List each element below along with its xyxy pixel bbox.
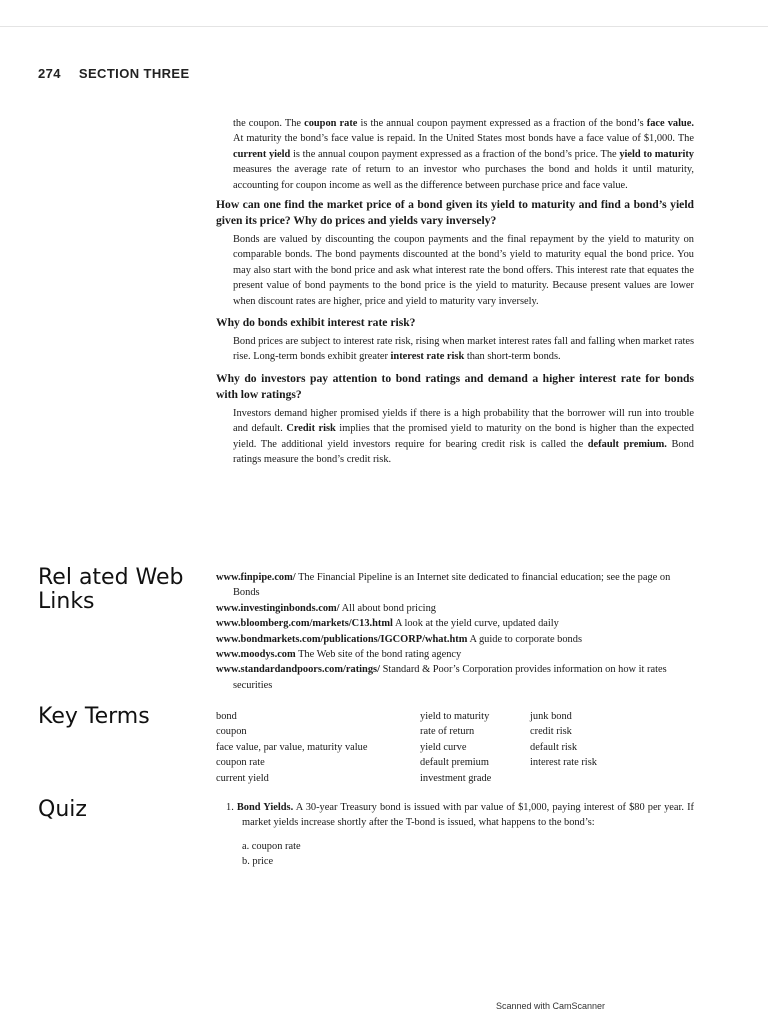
question-number: 1. xyxy=(226,802,234,813)
link-description: The Web site of the bond rating agency xyxy=(295,649,462,661)
link-item xyxy=(216,616,696,631)
key-term: coupon rate xyxy=(216,757,265,769)
heading-line: Rel ated Web xyxy=(38,565,184,590)
text-run: At maturity the bond’s face value is repaid. In the United States most bonds have a face value of $1,000. The xyxy=(233,133,694,145)
link-description: A look at the yield curve, updated daily xyxy=(392,618,559,630)
key-term: current yield xyxy=(216,772,269,784)
question-heading: Why do investors pay attention to bond ratings and demand a higher interest rate for bonds with low ratings? xyxy=(216,371,694,401)
summary-section xyxy=(216,116,694,468)
text-run: is the annual coupon payment expressed as a fraction of the bond’s xyxy=(357,118,647,129)
link-description: A guide to corporate bonds xyxy=(467,633,582,645)
key-terms-column-3 xyxy=(530,709,597,771)
term-interest-rate-risk: interest rate risk xyxy=(390,351,465,363)
text-run: implies that the promised yield to maturity on the bond is higher than the expected yield. The additional yield investors require for bearing credit risk is called the xyxy=(233,423,694,450)
question-part: a. coupon rate xyxy=(242,840,301,852)
key-term: coupon xyxy=(216,726,247,738)
term-yield-to-maturity: yield to maturity xyxy=(619,148,694,160)
link-url[interactable]: www.investinginbonds.com/ xyxy=(216,602,340,614)
link-description: The Financial Pipeline is an Internet site dedicated to financial education; see the page on Bonds xyxy=(233,572,671,599)
page-number: 274 xyxy=(38,66,61,81)
link-item xyxy=(216,570,696,601)
key-term: face value, par value, maturity value xyxy=(216,741,368,753)
link-url[interactable]: www.bondmarkets.com/publications/IGCORP/what.htm xyxy=(216,633,468,645)
link-item xyxy=(216,662,696,693)
link-url[interactable]: www.finpipe.com/ xyxy=(216,572,296,583)
term-credit-risk: Credit risk xyxy=(286,423,336,435)
term-default-premium: default premium. xyxy=(587,438,667,450)
question-title: Bond Yields. xyxy=(236,802,294,813)
key-term: junk bond xyxy=(530,711,572,722)
question-text: A 30-year Treasury bond is issued with par value of $1,000, paying interest of $80 per year. If market yields increase shortly after the T-bond is issued, what happens to the bond’s: xyxy=(242,802,694,829)
key-term: yield to maturity xyxy=(420,711,490,722)
link-description: Standard & Poor’s Corporation provides information on how it rates securities xyxy=(233,664,667,691)
answer-paragraph xyxy=(216,406,694,468)
related-links-list xyxy=(216,570,696,693)
text-run: Bond ratings measure the bond’s credit risk. xyxy=(233,438,694,466)
question-part: b. price xyxy=(242,856,274,868)
key-terms-heading: Key Terms xyxy=(38,704,150,729)
section-title: SECTION THREE xyxy=(78,66,190,81)
text-run: the coupon. The xyxy=(233,118,305,129)
question-heading: Why do bonds exhibit interest rate risk? xyxy=(216,316,416,330)
link-item xyxy=(216,601,696,616)
text-run: Investors demand higher promised yields if there is a high probability that the borrower will run into trouble and default. xyxy=(233,407,694,435)
key-term: investment grade xyxy=(420,772,492,784)
key-term: default risk xyxy=(530,741,578,753)
term-face-value: face value. xyxy=(646,118,694,129)
scanner-watermark: Scanned with CamScanner xyxy=(496,1001,606,1011)
question-parts xyxy=(216,839,694,870)
running-head xyxy=(38,66,190,81)
question-heading: How can one find the market price of a bond given its yield to maturity and find a bond’s yield given its price? Why do prices and yields vary inversely? xyxy=(216,198,694,228)
answer-paragraph xyxy=(216,334,694,365)
answer-paragraph: Bonds are valued by discounting the coupon payments and the final repayment by the yield to maturity on comparable bonds. The bond payments discounted at the bond’s yield to maturity equal the bond price. You may also start with the bond price and ask what interest rate the bond offers. This interest rate that equates the present value of bond payments to the bond price is the yield to maturity. Because present values are lower when discount rates are higher, price and yield to maturity vary inversely. xyxy=(233,234,694,307)
link-url[interactable]: www.standardandpoors.com/ratings/ xyxy=(216,664,380,676)
quiz-question xyxy=(216,800,694,831)
link-item xyxy=(216,632,696,647)
key-terms-column-2 xyxy=(420,709,491,786)
related-links-heading xyxy=(38,566,184,614)
link-item xyxy=(216,647,696,662)
key-term: default premium xyxy=(420,757,489,769)
link-url[interactable]: www.bloomberg.com/markets/C13.html xyxy=(216,618,393,630)
text-run: measures the average rate of return to an investor who purchases the bond and holds it until maturity, accounting for coupon income as well as the difference between purchase price and face value. xyxy=(233,164,694,191)
term-coupon-rate: coupon rate xyxy=(304,118,358,129)
quiz-heading: Quiz xyxy=(38,797,87,822)
key-term: credit risk xyxy=(530,726,572,738)
quiz-section xyxy=(216,800,694,870)
text-run: is the annual coupon payment expressed as a fraction of the bond’s price. The xyxy=(290,148,620,160)
text-run: Bond prices are subject to interest rate risk, rising when market interest rates fall and falling when market rates rise. Long-term bonds exhibit greater xyxy=(233,336,694,363)
text-run: than short-term bonds. xyxy=(464,351,561,363)
top-divider xyxy=(0,26,768,27)
link-url[interactable]: www.moodys.com xyxy=(216,649,296,661)
key-term: rate of return xyxy=(420,726,475,738)
intro-paragraph xyxy=(216,116,694,193)
key-term: bond xyxy=(216,711,237,722)
key-terms-column-1 xyxy=(216,709,367,786)
key-term: yield curve xyxy=(420,741,467,753)
key-term: interest rate risk xyxy=(530,757,597,769)
term-current-yield: current yield xyxy=(233,148,291,160)
link-description: All about bond pricing xyxy=(339,602,436,614)
heading-line: Links xyxy=(38,589,95,614)
